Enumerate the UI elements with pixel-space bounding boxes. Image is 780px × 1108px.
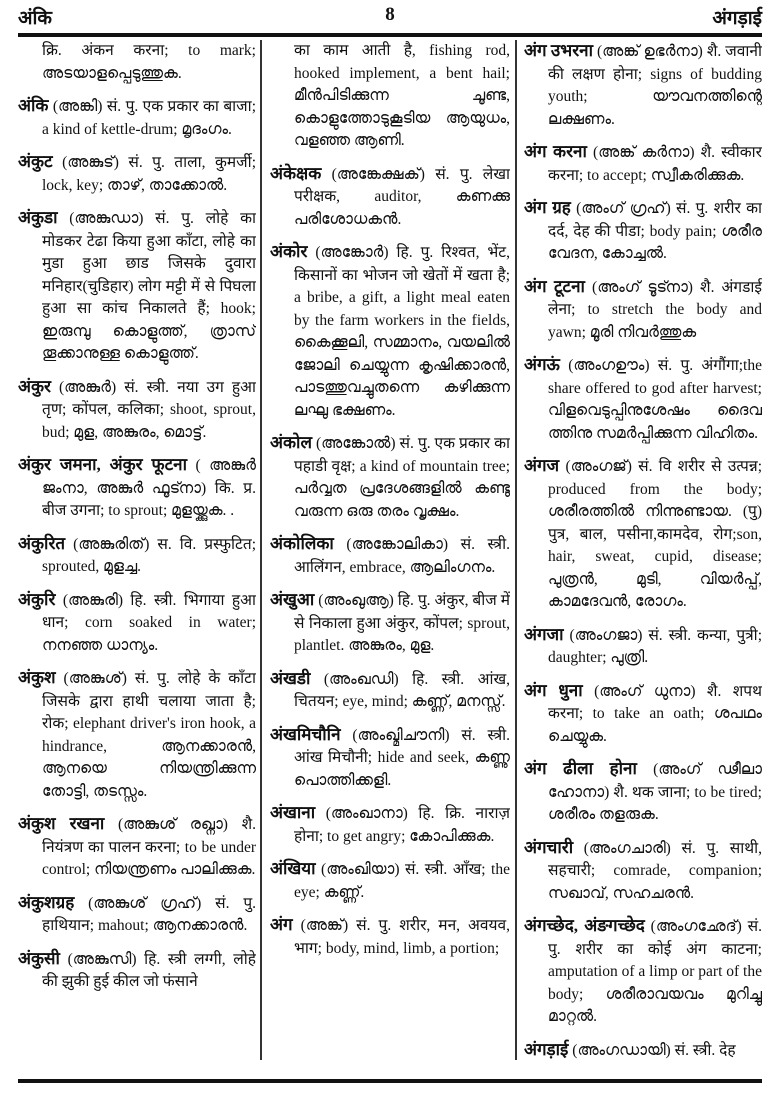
- header-rule: [18, 33, 762, 37]
- column-1: [18, 40, 256, 1070]
- headword: अंकुरित: [18, 533, 66, 553]
- entry-definition: (അങ്ക് കർനാ) शै. स्वीकार करना; to accept; സ്വീകരിക്കുക.: [548, 144, 762, 184]
- entry-definition: (അങ്കുരി) हि. स्त्री. भिगाया हुआ धान; corn soaked in water; നനഞ്ഞ ധാന്യം.: [42, 591, 256, 654]
- headword: अंकोलिका: [270, 534, 334, 553]
- headword: अंगचारी: [524, 837, 574, 857]
- column-divider: [260, 40, 262, 1060]
- dictionary-entry: [270, 40, 510, 153]
- dictionary-entry: [270, 432, 510, 523]
- entry-definition: (അംഗജാ) सं. स्त्री. कन्या, पुत्री; daughter; പുത്രി.: [548, 626, 762, 666]
- entry-definition: (അങ്കി) सं. पु. एक प्रकार का बाजा; a kind of kettle-drum; മൃദംഗം.: [42, 98, 256, 138]
- headword: अंखमिचौनि: [270, 724, 341, 744]
- dictionary-entry: [18, 95, 256, 141]
- entry-definition: (അംഖിയാ) सं. स्त्री. आँख; the eye; കണ്ണ്.: [294, 861, 510, 901]
- entry-definition: (അംഗ് ഢീലാ ഹോനാ) शै. थक जाना; to be tired; ശരീരം തളരുക.: [548, 761, 762, 823]
- dictionary-entry: [524, 354, 762, 445]
- entry-definition: (അങ്കുശ് ഗ്രഹ്) सं. पु. हाथियान; mahout; ആനക്കാരൻ.: [42, 894, 256, 934]
- dictionary-entry: [270, 163, 510, 232]
- entry-definition: (അംഗഊം) सं. पु. अंगौंगा;the share offered to god after harvest; വിളവെടുപ്പിനുശേഷം ദൈവ ത്തിനു സമർപ്പിക്കുന്ന വിഹിതം.: [548, 357, 762, 442]
- entry-definition: (അംഗജ്) सं. वि शरीर से उत्पन्न; produced from the body; ശരീരത്തിൽ നിന്നുണ്ടായ. (पु) पुत्र, बाल, पसीना,कामदेव, रोग;son, hair, sweat, cupid, disease; പുത്രൻ, മുടി, വിയർപ്പ്, കാമദേവൻ, രോഗം.: [548, 458, 762, 610]
- headword: अंग करना: [524, 142, 587, 161]
- entry-definition: (അംഗഡായി) सं. स्त्री. देह: [572, 1041, 736, 1059]
- headword: अंकुशग्रह: [18, 892, 75, 912]
- dictionary-entry: [18, 667, 256, 803]
- entry-definition: (അങ്കുശ് രഖ്നാ) शै. नियंत्रण का पालन करना; to be under control; നിയന്ത്രണം പാലിക്കുക.: [42, 816, 256, 878]
- headword: अंकेक्षक: [270, 163, 322, 183]
- dictionary-entry: [524, 1039, 762, 1063]
- dictionary-entry: [524, 758, 762, 827]
- dictionary-entry: [270, 668, 510, 714]
- headword: अंग उभरना: [524, 41, 593, 60]
- dictionary-entry: [18, 813, 256, 882]
- dictionary-entry: [18, 589, 256, 658]
- headword: अंकुर: [18, 376, 51, 396]
- entry-definition: (അങ്കുർ) सं. स्त्री. नया उग हुआ तृण; कोंपल, कलिका; shoot, sprout, bud; മുള, അങ്കുരം, മൊട്ട്.: [42, 378, 256, 441]
- headword: अंगऊं: [524, 355, 560, 374]
- column-2: [270, 40, 510, 1070]
- left-guide-word: अंकि: [18, 8, 53, 29]
- dictionary-entry: [18, 376, 256, 445]
- headword: अंखाना: [270, 803, 316, 822]
- entry-definition: (അംഖ്മിചൗനി) सं. स्त्री. आंख मिचौनी; hide and seek, കണ്ണു പൊത്തിക്കളി.: [294, 726, 510, 789]
- entry-definition: (അങ്കുരിത്) स. वि. प्रस्फुटित; sprouted, മുളച്ച.: [42, 535, 256, 575]
- dictionary-entry: [524, 40, 762, 131]
- headword: अंखुआ: [270, 590, 315, 609]
- headword: अंगज: [524, 456, 560, 475]
- entry-definition: (അംഗചാരി) सं. पु. साथी, सहचारी; comrade, companion; സഖാവ്, സഹചരൻ.: [548, 839, 762, 902]
- dictionary-entry: [524, 197, 762, 266]
- headword: अंकुर जमना, अंकुर फूटना: [18, 455, 187, 474]
- entry-definition: (അങ്കുസി) हि. स्त्री लग्गी, लोहे की झुकी हुई कील जो फंसाने: [42, 950, 256, 990]
- headword: अंखिया: [270, 859, 316, 878]
- dictionary-entry: [18, 207, 256, 366]
- headword: अंकोर: [270, 242, 308, 261]
- entry-definition: क्रि. अंकन करना; to mark; അടയാളപ്പെടുത്തുക.: [42, 42, 256, 82]
- dictionary-entry: [524, 837, 762, 906]
- dictionary-entry: [270, 858, 510, 904]
- page-header: [18, 4, 762, 32]
- dictionary-entry: [18, 892, 256, 938]
- headword: अंग: [270, 915, 293, 934]
- entry-definition: (അംഗ് ടൂട്നാ) शै. अंगडाई लेना; to stretch the body and yawn; മൂരി നിവർത്തുക: [548, 278, 762, 341]
- dictionary-entry: [270, 724, 510, 793]
- entry-definition: (അംഖഡി) हि. स्त्री. आंख, चितयन; eye, mind; കണ്ണ്, മനസ്സ്.: [294, 670, 510, 710]
- dictionary-entry: [270, 241, 510, 422]
- entry-definition: (അങ്കോലികാ) सं. स्त्री. आलिंगन, embrace, ആലിംഗനം.: [294, 536, 510, 576]
- dictionary-entry: [18, 151, 256, 197]
- dictionary-entry: [270, 802, 510, 848]
- dictionary-entry: [524, 276, 762, 345]
- dictionary-entry: [524, 915, 762, 1029]
- headword: अंगजा: [524, 624, 564, 644]
- right-guide-word: अंगड़ाई: [712, 8, 762, 29]
- entry-definition: (അങ്ക്) सं. पु. शरीर, मन, अवयव, भाग; body, mind, limb, a portion;: [294, 917, 510, 957]
- headword: अंग टूटना: [524, 276, 585, 296]
- dictionary-entry: [18, 454, 256, 523]
- entry-definition: (അങ്കോൽ) सं. पु. एक प्रकार का पहाडी वृक्ष; a kind of mountain tree; പർവ്വത പ്രദേശങ്ങളിൽ കണ്ടു വരുന്ന ഒരു തരം വൃക്ഷം.: [294, 435, 510, 520]
- headword: अंकोल: [270, 433, 312, 452]
- dictionary-entry: [524, 455, 762, 614]
- dictionary-entry: [524, 141, 762, 187]
- headword: अंकुश: [18, 668, 56, 687]
- dictionary-entry: [524, 680, 762, 749]
- entry-definition: (അങ്കോർ) हि. पु. रिश्वत, भेंट, किसानों का भोजन जो खेतों में खता है; a bribe, a gift, a light meal eaten by the farm workers in the fields, കൈക്കൂലി, സമ്മാനം, വയലിൽ ജോലി ചെയ്യുന്ന കൃഷിക്കാരൻ, പാടത്തുവച്ചുതന്നെ കഴിക്കുന്ന ലഘു ഭക്ഷണം.: [294, 244, 510, 419]
- headword: अंकुडा: [18, 208, 58, 227]
- dictionary-entry: [524, 624, 762, 670]
- dictionary-entry: [270, 914, 510, 960]
- footer-rule: [18, 1079, 762, 1083]
- dictionary-entry: [18, 533, 256, 579]
- entry-definition: (അംഖുആ) हि. पु. अंकुर, बीज में से निकाला हुआ अंकुर, कोंपल; sprout, plantlet. അങ്കുരം, മുള.: [294, 592, 510, 654]
- entry-definition: (അങ്കേക്ഷക്) सं. पु. लेखा परीक्षक, auditor, കണക്കു പരിശോധകൻ.: [294, 165, 510, 228]
- headword: अंगच्छेद, अंङगच्छेद: [524, 916, 645, 935]
- entry-definition: (അങ്കുഡാ) सं. पु. लोहे का मोडकर टेढा किया हुआ काँटा, लोहे का मुडा हुआ छाड जिसके दुवारा मनिहार(चुडिहार) लोग मट्टी में से पिघला हुआ सा कांच निकालते हैं; hook; ഇരുമ്പു കൊളുത്ത്, ത്രാസ് തൂക്കാനുള്ള കൊളുത്ത്.: [42, 210, 256, 362]
- dictionary-entry: [270, 589, 510, 658]
- entry-definition: का काम आती है, fishing rod, hooked implement, a bent hail; മീൻപിടിക്കുന്ന ചൂണ്ട, കൊളുത്തോടുകൂടിയ ആയുധം, വളഞ്ഞ ആണി.: [294, 42, 510, 149]
- entry-definition: (അംഗഛേദ്) सं. पु. शरीर का कोई अंग काटना; amputation of a limp or part of the body; ശരീരാവയവം മുറിച്ചു മാറ്റൽ.: [548, 918, 762, 1025]
- page-number: 8: [385, 4, 395, 25]
- entry-definition: (അംഖാനാ) हि. क्रि. नाराज़ होना; to get angry; കോപിക്കുക.: [294, 805, 510, 845]
- headword: अंगड़ाई: [524, 1039, 569, 1059]
- entry-definition: (അങ്കുട്) सं. पु. ताला, कुमर्जी; lock, key; താഴ്, താക്കോൽ.: [42, 154, 256, 194]
- headword: अंग ग्रह: [524, 198, 571, 217]
- entry-definition: (അംഗ് ഗ്രഹ്) सं. पु. शरीर का दर्द, देह की पीडा; body pain; ശരീര വേദന, കോച്ചൽ.: [548, 200, 762, 262]
- entry-definition: (അങ്ക് ഉഭർനാ) शै. जवानी की लक्षण होना; signs of budding youth; യൗവനത്തിന്റെ ലക്ഷണം.: [548, 43, 762, 128]
- headword: अंखडी: [270, 668, 311, 688]
- column-divider: [515, 40, 517, 1060]
- dictionary-entry: [18, 948, 256, 994]
- dictionary-entry: [18, 40, 256, 85]
- column-3: [524, 40, 762, 1070]
- entry-definition: (അംഗ് ധുനാ) शै. शपथ करना; to take an oath; ശപഥം ചെയ്യുക.: [548, 682, 762, 745]
- headword: अंकि: [18, 96, 49, 115]
- headword: अंकुसी: [18, 948, 60, 968]
- headword: अंग ढीला होना: [524, 759, 637, 778]
- entry-definition: ( അങ്കുർ ജംനാ, അങ്കുർ ഫൂട്നാ) कि. प्र. बीज उगना; to sprout; മുളയ്ക്കുക. .: [42, 457, 256, 519]
- entry-definition: (അങ്കുശ്) सं. पु. लोहे के काँटा जिसके द्वारा हाथी चलाया जाता है; रोक; elephant driver's iron hook, a hindrance, ആനക്കാരൻ, ആനയെ നിയന്ത്രിക്കുന്ന തോട്ടി, തടസ്സം.: [42, 670, 256, 800]
- headword: अंकुट: [18, 152, 53, 171]
- headword: अंकुश रखना: [18, 814, 105, 833]
- headword: अंग धुना: [524, 680, 583, 700]
- headword: अंकुरि: [18, 589, 56, 609]
- dictionary-entry: [270, 533, 510, 579]
